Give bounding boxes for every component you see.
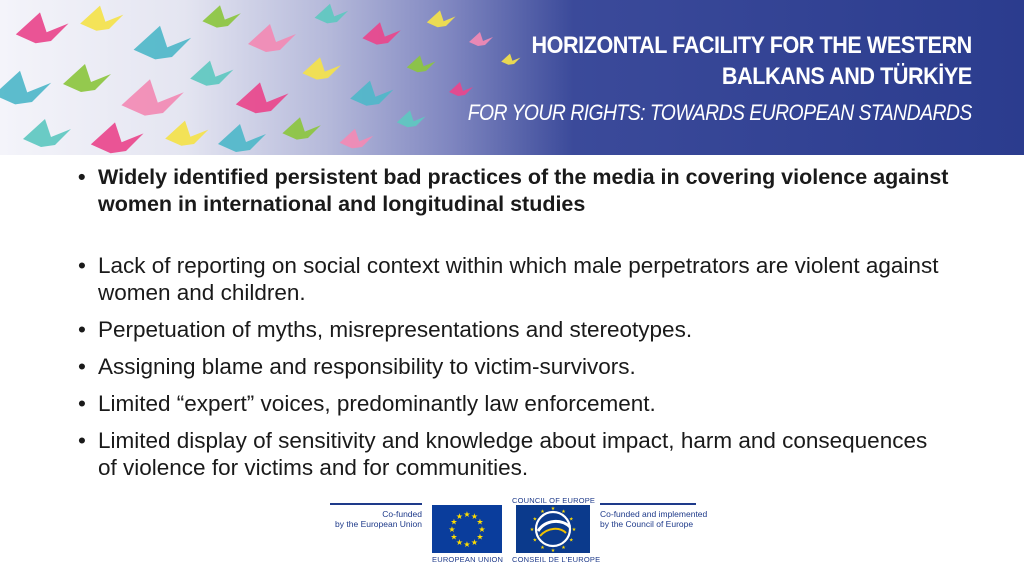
bullet-dot: • <box>78 428 86 453</box>
eu-text-line1: Co-funded <box>382 509 422 519</box>
bullet-dot: • <box>78 165 86 189</box>
coe-star: ★ <box>532 537 538 544</box>
bird-shape <box>282 117 320 139</box>
funding-logos <box>0 495 1024 576</box>
coe-star: ★ <box>540 508 545 515</box>
bullet-text: Limited display of sensitivity and knowledge about impact, harm and consequences of violence for victims and for communities. <box>98 428 928 480</box>
bird-shape <box>23 119 71 147</box>
eu-star: ★ <box>463 540 471 549</box>
coe-star: ★ <box>540 545 545 552</box>
eu-rule <box>330 503 422 505</box>
eu-star: ★ <box>450 532 458 542</box>
bullet-text: Perpetuation of myths, misrepresentations and stereotypes. <box>98 317 693 342</box>
eu-text-line2: by the European Union <box>335 519 422 529</box>
eu-star: ★ <box>470 537 479 547</box>
coe-star: ★ <box>568 516 574 523</box>
coe-bottom-caption: CONSEIL DE L'EUROPE <box>512 555 601 564</box>
coe-star: ★ <box>550 548 556 553</box>
coe-star: ★ <box>561 508 566 515</box>
eu-star: ★ <box>478 525 486 534</box>
coe-top-caption: COUNCIL OF EUROPE <box>512 496 596 505</box>
bullet-text: Limited “expert” voices, predominantly law enforcement. <box>98 391 656 416</box>
eu-star: ★ <box>455 512 464 522</box>
bird-shape <box>302 57 340 79</box>
bird-shape <box>63 64 111 92</box>
bullet-list <box>72 164 952 491</box>
bullet-text: Widely identified persistent bad practices of the media in covering violence against women in international and longitudinal studies <box>98 165 949 216</box>
bird-shape <box>350 81 393 106</box>
bird-shape <box>190 61 233 86</box>
banner-title-block <box>399 30 972 126</box>
bullet-dot: • <box>78 391 86 416</box>
eu-star: ★ <box>450 517 458 527</box>
council-of-europe-logo-icon <box>516 505 590 553</box>
bullet-item <box>72 353 952 380</box>
bullet-item <box>72 316 952 343</box>
bullet-dot: • <box>78 253 86 278</box>
bullet-dot: • <box>78 317 86 342</box>
coe-rule <box>600 503 696 505</box>
bird-shape <box>165 121 208 146</box>
bird-shape <box>236 82 289 113</box>
eu-caption: EUROPEAN UNION <box>432 555 504 564</box>
eu-star: ★ <box>455 537 464 547</box>
bullet-item <box>72 252 952 306</box>
bird-shape <box>16 12 69 43</box>
coe-star: ★ <box>529 527 535 533</box>
eu-star: ★ <box>476 517 484 527</box>
bird-shape <box>362 22 400 44</box>
bird-shape <box>315 4 349 24</box>
bird-shape <box>427 10 456 27</box>
bullet-text: Assigning blame and responsibility to victim-survivors. <box>98 354 636 379</box>
bird-shape <box>121 79 183 115</box>
bullet-item <box>72 390 952 417</box>
bird-shape <box>218 124 266 152</box>
bullet-item-heading <box>72 164 952 218</box>
eu-cofunded-text <box>330 509 422 529</box>
coe-star: ★ <box>532 516 538 523</box>
coe-star: ★ <box>550 506 556 512</box>
bird-shape <box>80 6 123 31</box>
eu-star: ★ <box>448 525 456 534</box>
bullet-dot: • <box>78 354 86 379</box>
bird-shape <box>0 71 51 105</box>
bullet-text: Lack of reporting on social context within which male perpetrators are violent against women and children. <box>98 253 939 305</box>
bullet-item <box>72 427 952 481</box>
coe-star: ★ <box>561 545 566 552</box>
eu-star: ★ <box>463 510 471 519</box>
banner-title-line1: HORIZONTAL FACILITY FOR THE WESTERN <box>531 32 972 59</box>
coe-star: ★ <box>568 537 574 544</box>
eu-star: ★ <box>476 532 484 542</box>
banner-title-line2: BALKANS AND TÜRKİYE <box>722 63 972 90</box>
coe-cofunded-text <box>600 509 720 529</box>
eu-flag-icon <box>432 505 502 553</box>
coe-text-line2: by the Council of Europe <box>600 519 694 529</box>
header-banner <box>0 0 1024 155</box>
bird-shape <box>202 5 240 27</box>
bird-shape <box>248 24 296 52</box>
coe-text-line1: Co-funded and implemented <box>600 509 708 519</box>
bird-shape <box>340 129 374 149</box>
banner-subtitle: FOR YOUR RIGHTS: TOWARDS EUROPEAN STANDARDS <box>467 100 972 125</box>
coe-star: ★ <box>571 527 577 533</box>
bird-shape <box>134 26 192 60</box>
bird-shape <box>91 122 144 153</box>
eu-star: ★ <box>470 512 479 522</box>
